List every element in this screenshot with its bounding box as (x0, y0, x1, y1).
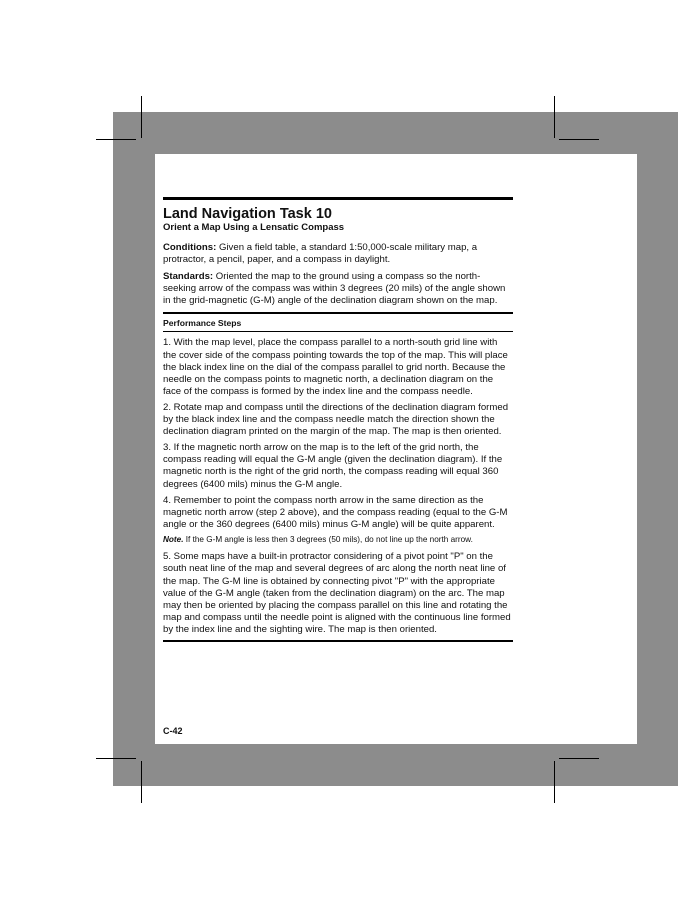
task-title: Land Navigation Task 10 (163, 206, 332, 222)
title-rule (163, 197, 513, 200)
standards-paragraph (163, 271, 513, 307)
crop-mark-top-left-v (141, 96, 142, 138)
performance-steps-heading: Performance Steps (163, 318, 242, 329)
step-5: 5. Some maps have a built-in protractor considering of a pivot point "P" on the south neat line of the map and several degrees of arc along the north neat line of the map. The G-M line is obtained by connecting pivot "P" with the appropriate value of the G-M angle (taken from the declination diagram) on the arc. The map may then be oriented by placing the compass parallel on this line and rotating the map and compass until the needle point is aligned with the continuous line formed by the index line and the sighting wire. The map is then oriented. (163, 551, 511, 635)
crop-mark-bottom-left-h (96, 758, 136, 759)
page-number: C-42 (163, 726, 183, 736)
crop-mark-top-left-h (96, 139, 136, 140)
note-text: If the G-M angle is less then 3 degrees (50 mils), do not line up the north arrow. (183, 534, 473, 544)
task-subtitle: Orient a Map Using a Lensatic Compass (163, 222, 345, 233)
task-content (163, 197, 513, 642)
bottom-rule (163, 640, 513, 642)
crop-mark-top-right-h (559, 139, 599, 140)
crop-mark-bottom-right-v (554, 761, 555, 803)
crop-mark-bottom-left-v (141, 761, 142, 803)
note-label: Note. (163, 534, 184, 544)
standards-text: Oriented the map to the ground using a compass so the north-seeking arrow of the compass was within 3 degrees (20 mils) of the angle shown in the grid-magnetic (G-M) angle of the declination diagram shown on the map. (163, 271, 506, 307)
note-paragraph (163, 535, 513, 546)
section-thin-rule (163, 331, 513, 332)
step-2: 2. Rotate map and compass until the directions of the declination diagram formed by the black index line and the compass needle match the direction shown the declination diagram printed on the margin of the map. The map is then oriented. (163, 401, 509, 438)
step-3: 3. If the magnetic north arrow on the map is to the left of the grid north, the compass reading will equal the G-M angle (given the declination diagram). If the magnetic north is the right of the grid north, the compass reading will equal 360 degrees (6400 mils) minus the G-M angle. (163, 442, 503, 490)
conditions-label: Conditions: (163, 242, 217, 253)
step-1: 1. With the map level, place the compass parallel to a north-south grid line with the cover side of the compass pointing towards the top of the map. This will place the black index line on the dial of the compass parallel to grid north. Because the needle on the compass points to magnetic north, a declination diagram on the face of the compass is formed by the index line and the compass needle. (163, 337, 508, 397)
step-4: 4. Remember to point the compass north arrow in the same direction as the magnetic north arrow (step 2 above), and the compass reading (equal to the G-M angle or the 360 degrees (6400 mils) minus G-M angle) will be quite apparent. (163, 494, 508, 530)
conditions-text: Given a field table, a standard 1:50,000-scale military map, a protractor, a pencil, paper, and a compass in daylight. (163, 242, 478, 266)
crop-mark-top-right-v (554, 96, 555, 138)
conditions-paragraph (163, 242, 513, 266)
crop-mark-bottom-right-h (559, 758, 599, 759)
standards-label: Standards: (163, 271, 214, 283)
